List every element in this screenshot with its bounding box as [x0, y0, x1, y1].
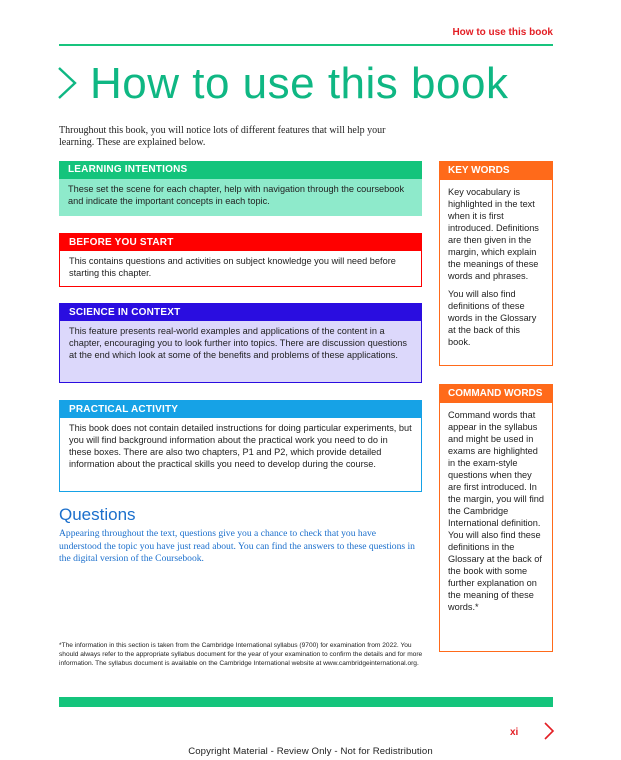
sidebar-title: KEY WORDS — [440, 162, 552, 180]
chevron-right-icon — [56, 66, 78, 100]
sidebar-paragraph: Command words that appear in the syllabus and might be used in exams are highlighted in the exam-style questions when they are first introduced. In the margin, you will find the Cambridge International definition. You will also find these definitions in the Glossary at the back of the book with some further explanation on the meaning of these words.* — [448, 410, 545, 612]
command-words-sidebar — [439, 384, 553, 652]
box-body: These set the scene for each chapter, help with navigation through the coursebook and indicate the important concepts in each topic. — [59, 179, 422, 216]
box-title: BEFORE YOU START — [60, 234, 421, 251]
sidebar-body — [440, 180, 552, 360]
running-header: How to use this book — [452, 27, 553, 38]
questions-body: Appearing throughout the text, questions give you a chance to check that you have understood the topic you have just read about. You can find the answers to these questions in the digital version of the Coursebook. — [59, 528, 415, 564]
sidebar-paragraph: You will also find definitions of these words in the Glossary at the back of this book. — [448, 289, 537, 347]
science-in-context-box — [59, 303, 422, 383]
practical-activity-box — [59, 400, 422, 492]
page-title: How to use this book — [90, 59, 509, 108]
copyright-notice: Copyright Material - Review Only - Not for Redistribution — [188, 746, 433, 757]
questions-heading: Questions — [59, 505, 136, 524]
key-words-sidebar — [439, 161, 553, 366]
page-number: xi — [510, 727, 519, 738]
next-page-chevron-icon[interactable] — [543, 722, 555, 740]
sidebar-title: COMMAND WORDS — [440, 385, 552, 403]
learning-intentions-box — [59, 161, 422, 216]
sidebar-body — [440, 403, 552, 625]
footer-bar — [59, 697, 553, 707]
sidebar-paragraph: Key vocabulary is highlighted in the text when it is first introduced. Definitions are then given in the margin, which explain the meanings of these words and phrases. — [448, 187, 539, 281]
box-title: SCIENCE IN CONTEXT — [60, 304, 421, 321]
box-title: LEARNING INTENTIONS — [59, 161, 422, 179]
intro-paragraph: Throughout this book, you will notice lots of different features that will help your learning. These are explained below. — [59, 125, 386, 148]
box-body: This contains questions and activities on subject knowledge you will need before starting this chapter. — [69, 256, 396, 278]
box-body: This feature presents real-world examples and applications of the content in a chapter, encouraging you to look further into topics. There are discussion questions at the end which look at some of the benefits and problems of these applications. — [60, 321, 421, 382]
header-rule — [59, 44, 553, 46]
box-title: PRACTICAL ACTIVITY — [60, 401, 421, 418]
footnote: *The information in this section is taken from the Cambridge International syllabus (9700) for examination from 2022. You should always refer to the appropriate syllabus document for the year of your examination to confirm the details and for more information. The syllabus document is available on the Cambridge International website at www.cambridgeinternational.org. — [59, 642, 423, 668]
box-body: This book does not contain detailed instructions for doing particular experiments, but you will find background information about the practical work you need to do in these boxes. There are also two chapters, P1 and P2, which provide detailed information about the practical skills you need to develop during the course. — [69, 423, 412, 469]
before-you-start-box — [59, 233, 422, 287]
